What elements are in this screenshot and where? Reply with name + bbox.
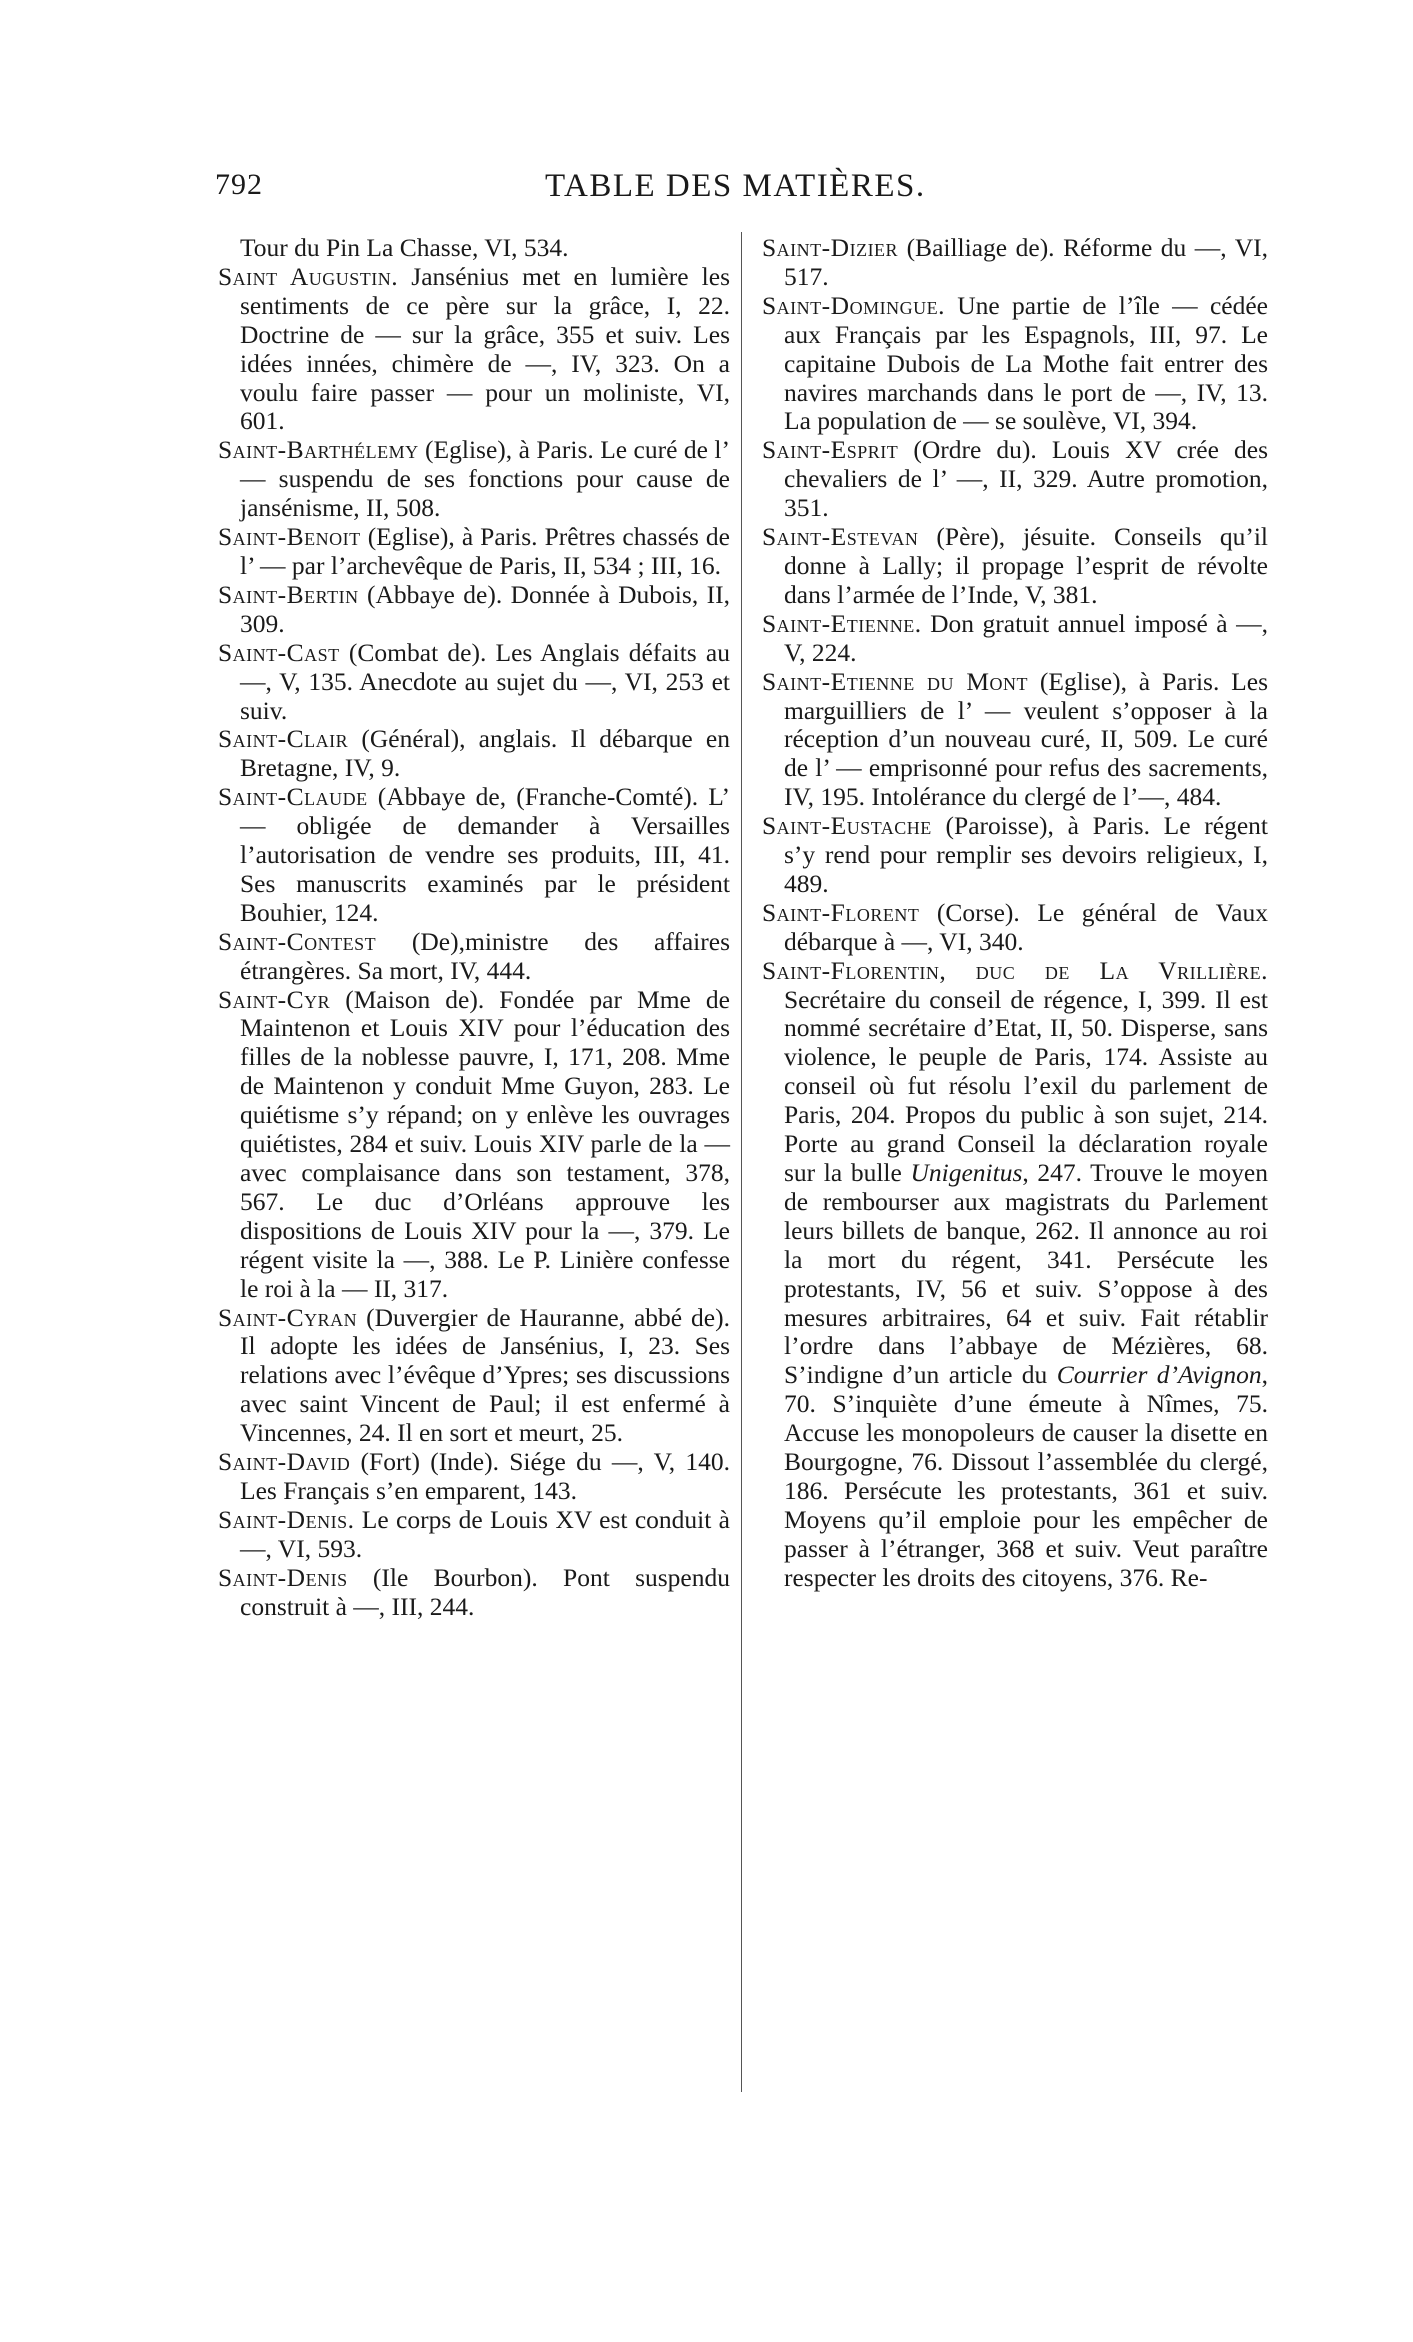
index-entry: Saint-Denis. Le corps de Louis XV est conduit à —, VI, 593. xyxy=(218,1504,730,1563)
page-header xyxy=(215,168,1265,212)
index-entry: Saint-Clair (Général), anglais. Il débarque en Bretagne, IV, 9. xyxy=(218,724,730,783)
index-entry: Saint-David (Fort) (Inde). Siége du —, V, 140. Les Français s’en emparent, 143. xyxy=(218,1447,730,1505)
index-entry: Saint-Etienne. Don gratuit annuel imposé à —, V, 224. xyxy=(762,608,1268,667)
index-entry: Saint-Florent (Corse). Le général de Vaux débarque à —, VI, 340. xyxy=(762,897,1268,956)
running-title: TABLE DES MATIÈRES. xyxy=(545,168,926,204)
index-entry: Saint-Barthélemy (Eglise), à Paris. Le curé de l’ — suspendu de ses fonctions pour cause de jansénisme, II, 508. xyxy=(218,435,730,523)
index-entry: Saint-Benoit (Eglise), à Paris. Prêtres chassés de l’ — par l’archevêque de Paris, II, 534 ; III, 16. xyxy=(218,522,730,580)
left-column xyxy=(218,234,730,1622)
index-entry: Saint-Claude (Abbaye de, (Franche-Comté). L’ — obligée de demander à Versailles l’autorisation de vendre ses produits, III, 41. Ses manuscrits examinés par le président Bouhier, 124. xyxy=(218,782,730,927)
right-column xyxy=(762,234,1268,1593)
index-entry: Saint-Esprit (Ordre du). Louis XV crée des chevaliers de l’ —, II, 329. Autre promotion, 351. xyxy=(762,435,1268,523)
index-entry: Saint-Estevan (Père), jésuite. Conseils qu’il donne à Lally; il propage l’esprit de révolte dans l’armée de l’Inde, V, 381. xyxy=(762,522,1268,609)
index-entry: Saint-Dizier (Bailliage de). Réforme du —, VI, 517. xyxy=(762,233,1268,291)
index-entry: Saint-Contest (De),ministre des affaires étrangères. Sa mort, IV, 444. xyxy=(218,926,730,985)
page-number: 792 xyxy=(215,168,263,201)
index-entry: Saint-Bertin (Abbaye de). Donnée à Dubois, II, 309. xyxy=(218,579,730,638)
index-entry: Saint-Etienne du Mont (Eglise), à Paris. Les marguilliers de l’ — veulent s’opposer à la réception d’un nouveau curé, II, 509. Le curé de l’ — emprisonné pour refus des sacrements, IV, 195. Intolérance du clergé de l’—, 484. xyxy=(762,666,1268,812)
index-entry: Saint-Denis (Ile Bourbon). Pont suspendu construit à —, III, 244. xyxy=(218,1562,730,1621)
index-entry: Saint-Cyran (Duvergier de Hauranne, abbé de). Il adopte les idées de Jansénius, I, 23. Ses relations avec l’évêque d’Ypres; ses discussions avec saint Vincent de Paul; il est enfermé à Vincennes, 24. Il en sort et meurt, 25. xyxy=(218,1302,730,1448)
index-entry: Saint-Florentin, duc de La Vrillière. Secrétaire du conseil de régence, I, 399. Il est nommé secrétaire d’Etat, II, 50. Disperse, sans violence, le peuple de Paris, 174. Assiste au conseil où fut résolu l’exil du parlement de Paris, 204. Propos du public à son sujet, 214. Porte au grand Conseil la déclaration royale sur la bulle Unigenitus, 247. Trouve le moyen de rembourser aux magistrats du Parlement leurs billets de banque, 262. Il annonce au roi la mort du régent, 341. Persécute les protestants, IV, 56 et suiv. S’oppose à des mesures arbitraires, 64 et suiv. Fait rétablir l’ordre dans l’abbaye de Mézières, 68. S’indigne d’un article du Courrier d’Avignon, 70. S’inquiète d’une émeute à Nîmes, 75. Accuse les monopoleurs de causer la disette en Bourgogne, 76. Dissout l’assemblée du clergé, 186. Persécute les protestants, 361 et suiv. Moyens qu’il emploie pour les empêcher de passer à l’étranger, 368 et suiv. Veut paraître respecter les droits des citoyens, 376. Re- xyxy=(762,955,1268,1592)
index-entry: Saint-Cast (Combat de). Les Anglais défaits au —, V, 135. Anecdote au sujet du —, VI, 253 et suiv. xyxy=(218,637,730,725)
index-entry: Saint Augustin. Jansénius met en lumière les sentiments de ce père sur la grâce, I, 22. Doctrine de — sur la grâce, 355 et suiv. Les idées innées, chimère de —, IV, 323. On a voulu faire passer — pour un moliniste, VI, 601. xyxy=(218,261,730,436)
index-entry: Saint-Domingue. Une partie de l’île — cédée aux Français par les Espagnols, III, 97. Le capitaine Dubois de La Mothe fait entrer des navires marchands dans le port de —, IV, 13. La population de — se soulève, VI, 394. xyxy=(762,290,1268,436)
index-entry: Saint-Eustache (Paroisse), à Paris. Le régent s’y rend pour remplir ses devoirs religieux, I, 489. xyxy=(762,811,1268,898)
index-entry: Saint-Cyr (Maison de). Fondée par Mme de Maintenon et Louis XIV pour l’éducation des filles de la noblesse pauvre, I, 171, 208. Mme de Maintenon y conduit Mme Guyon, 283. Le quiétisme s’y répand; on y enlève les ouvrages quiétistes, 284 et suiv. Louis XIV parle de la — avec complaisance dans son testament, 378, 567. Le duc d’Orléans approuve les dispositions de Louis XIV pour la —, 379. Le régent visite la —, 388. Le P. Linière confesse le roi à la — II, 317. xyxy=(218,984,730,1303)
column-divider xyxy=(741,232,742,2092)
index-entry: Tour du Pin La Chasse, VI, 534. xyxy=(240,233,569,262)
